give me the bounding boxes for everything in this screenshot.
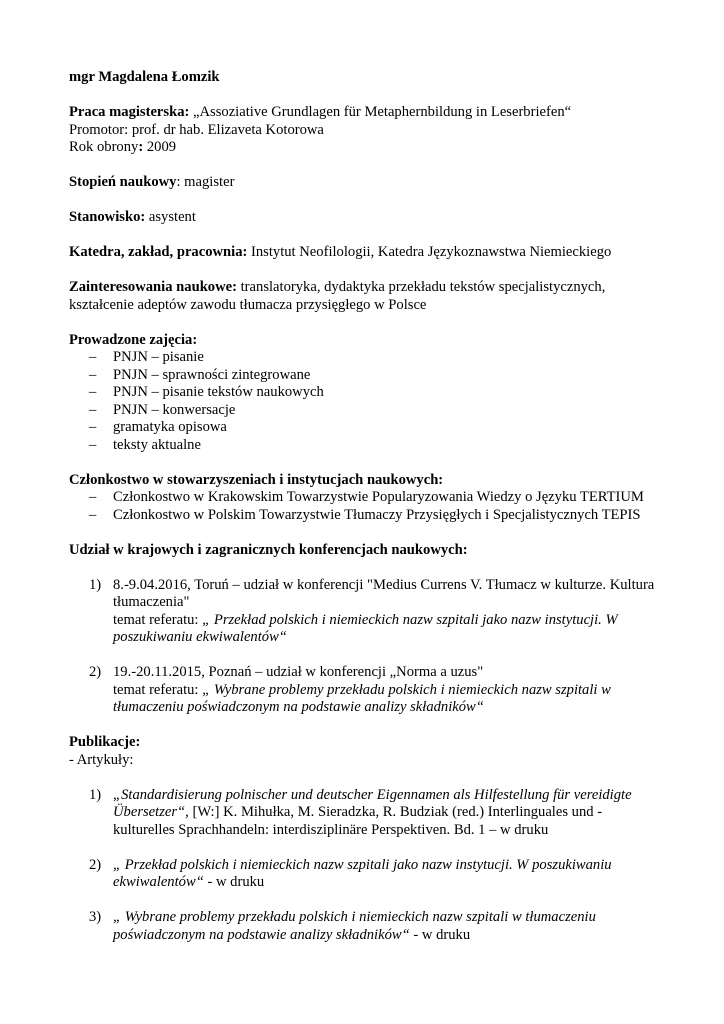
list-item [69, 857, 669, 892]
dash-marker: – [89, 506, 97, 523]
conference-desc-1: 19.-20.11.2015, Poznań – udział w konferencji „Norma a uzus" [113, 664, 484, 680]
classes-list [69, 349, 669, 454]
thesis-section [69, 104, 669, 157]
conference-topic: temat referatu: „ Przekład polskich i niemieckich nazw szpitali jako nazw instytucji. W [113, 611, 618, 628]
list-item [69, 909, 669, 944]
document-content [69, 69, 669, 944]
conference-desc-2: tłumaczenia" [113, 594, 190, 610]
dash-marker: – [89, 489, 97, 505]
promoter-line: Promotor: prof. dr hab. Elizaveta Kotorowa [69, 121, 324, 138]
dash-marker: – [89, 436, 97, 453]
dash-marker: – [89, 401, 97, 418]
defense-year: 2009 [143, 139, 177, 155]
list-item: – gramatyka opisowa [89, 419, 227, 435]
list-item: – PNJN – pisanie tekstów naukowych [89, 384, 324, 400]
conferences-section [69, 542, 669, 717]
conference-topic: temat referatu: „ Wybrane problemy przekładu polskich i niemieckich nazw szpitali w [113, 681, 611, 698]
degree-value: : magister [176, 174, 235, 190]
item-number: 1) [89, 576, 102, 593]
publication-line-3: kulturelles Sprachhandeln: interdisziplinäre Perspektiven. Bd. 1 – w druku [113, 821, 549, 838]
classes-section [69, 332, 669, 455]
list-item [69, 577, 669, 647]
degree-line [69, 174, 669, 192]
publications-subheading: - Artykuły: [69, 751, 134, 768]
department-value: Instytut Neofilologii, Katedra Językoznawstwa Niemieckiego [247, 244, 612, 260]
item-number: 1) [89, 786, 102, 803]
thesis-line [69, 104, 669, 122]
list-item: – PNJN – sprawności zintegrowane [89, 366, 311, 383]
author-name: mgr Magdalena Łomzik [69, 69, 220, 85]
dash-marker: – [89, 419, 97, 435]
interests-label: Zainteresowania naukowe: [69, 279, 237, 295]
conference-desc-1: 8.-9.04.2016, Toruń – udział w konferencji "Medius Currens V. Tłumacz w kulturze. Kultura [113, 576, 655, 593]
publications-list [69, 787, 669, 945]
publication-line-1: „Standardisierung polnischer und deutscher Eigennamen als Hilfestellung für vereidigte [113, 786, 632, 803]
classes-heading: Prowadzone zajęcia: [69, 331, 198, 348]
department-line [69, 244, 669, 262]
memberships-heading: Członkostwo w stowarzyszeniach i instytucjach naukowych: [69, 471, 444, 488]
dash-marker: – [89, 366, 97, 383]
interests-value-1: translatoryka, dydaktyka przekładu tekstów specjalistycznych, [236, 279, 606, 295]
department-label: Katedra, zakład, pracownia: [69, 244, 248, 260]
list-item [69, 787, 669, 840]
degree-label: Stopień naukowy [69, 174, 177, 190]
thesis-title: „Assoziative Grundlagen für Metaphernbildung in Leserbriefen“ [189, 104, 572, 120]
list-item: – teksty aktualne [89, 436, 201, 453]
item-number: 2) [89, 664, 102, 680]
interests-line-2: kształcenie adeptów zawodu tłumacza przysięgłego w Polsce [69, 296, 427, 313]
thesis-label: Praca magisterska: [69, 104, 190, 120]
publication-line-2: ekwiwalentów“ - w druku [113, 874, 265, 890]
defense-colon: : [138, 139, 144, 155]
position-label: Stanowisko: [69, 209, 146, 225]
publications-section [69, 734, 669, 944]
defense-label: Rok obrony [69, 139, 139, 155]
position-line [69, 209, 669, 227]
publication-line-2: Übersetzer“, [W:] K. Mihułka, M. Sieradzka, R. Budziak (red.) Interlinguales und - [113, 804, 603, 820]
conference-topic-cont: poszukiwaniu ekwiwalentów“ [113, 629, 287, 645]
item-number: 3) [89, 909, 102, 925]
conferences-list [69, 577, 669, 717]
publication-line-1: „ Przekład polskich i niemieckich nazw szpitali jako nazw instytucji. W poszukiwaniu [113, 856, 612, 873]
dash-marker: – [89, 384, 97, 400]
list-item [69, 664, 669, 717]
interests-line-1 [69, 279, 669, 297]
list-item: – Członkostwo w Krakowskim Towarzystwie Popularyzowania Wiedzy o Języku TERTIUM [89, 489, 644, 505]
memberships-list [69, 489, 669, 524]
interests-section [69, 279, 669, 314]
item-number: 2) [89, 856, 102, 873]
publication-line-1: „ Wybrane problemy przekładu polskich i niemieckich nazw szpitali w tłumaczeniu [113, 909, 596, 925]
defense-line [69, 139, 669, 157]
list-item: – PNJN – pisanie [89, 349, 204, 365]
conference-topic-cont: tłumaczeniu poświadczonym na podstawie analizy składników“ [113, 699, 484, 715]
publications-heading: Publikacje: [69, 734, 141, 750]
list-item: – Członkostwo w Polskim Towarzystwie Tłumaczy Przysięgłych i Specjalistycznych TEPIS [89, 506, 641, 523]
list-item: – PNJN – konwersacje [89, 401, 236, 418]
position-value: asystent [145, 209, 196, 225]
memberships-section [69, 472, 669, 525]
conferences-heading: Udział w krajowych i zagranicznych konferencjach naukowych: [69, 541, 468, 558]
dash-marker: – [89, 349, 97, 365]
publication-line-2: poświadczonym na podstawie analizy składników“ - w druku [113, 926, 471, 943]
